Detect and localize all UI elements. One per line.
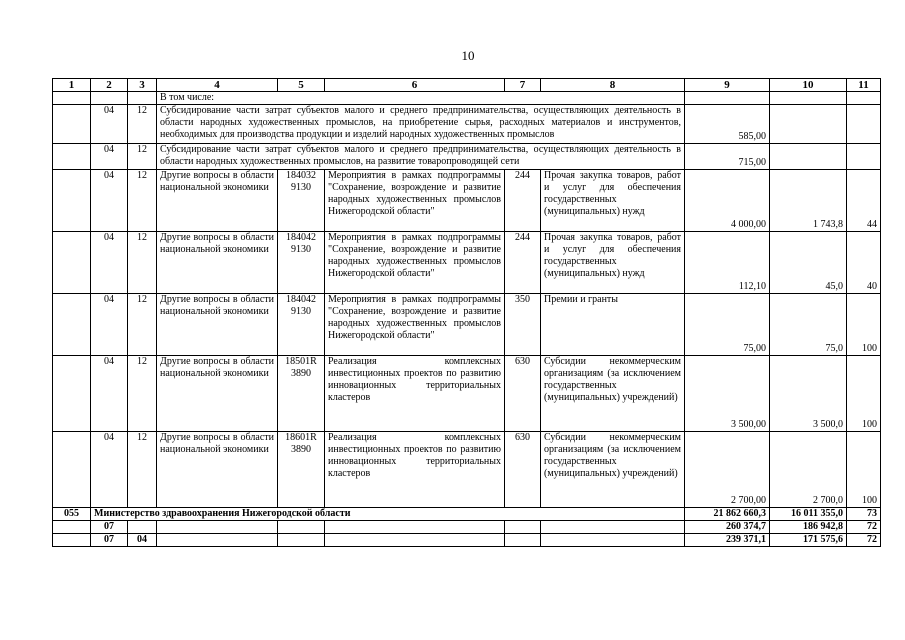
header-cell: 4	[157, 79, 278, 92]
cell-target-name: Мероприятия в рамках подпрограммы "Сохранение, возрождение и развитие народных художественных промыслов Нижегородской области"	[325, 232, 505, 294]
table-row	[53, 232, 881, 294]
cell-actual: 16 011 355,0	[770, 508, 847, 521]
cell-percent: 100	[847, 356, 881, 432]
header-row	[53, 79, 881, 92]
cell-percent: 44	[847, 170, 881, 232]
cell-expense-code: 244	[505, 232, 541, 294]
header-cell: 11	[847, 79, 881, 92]
cell-actual: 75,0	[770, 294, 847, 356]
cell-expense-name: Прочая закупка товаров, работ и услуг для обеспечения государственных (муниципальных) нужд	[541, 232, 685, 294]
cell-section: 04	[91, 232, 128, 294]
header-cell: 3	[128, 79, 157, 92]
cell-section: 04	[91, 144, 128, 170]
cell-subsection-name: Другие вопросы в области национальной экономики	[157, 232, 278, 294]
header-cell: 8	[541, 79, 685, 92]
subsidy-description: Субсидирование части затрат субъектов малого и среднего предпринимательства, осуществляющих деятельность в области народных художественных промыслов, на развитие товаропроводящей сети	[157, 144, 685, 170]
cell-ministry-code: 055	[53, 508, 91, 521]
cell-plan: 4 000,00	[685, 170, 770, 232]
cell-subsection-name: Другие вопросы в области национальной экономики	[157, 356, 278, 432]
ministry-name: Министерство здравоохранения Нижегородской области	[91, 508, 685, 521]
cell-actual: 171 575,6	[770, 534, 847, 547]
intro-row	[53, 92, 881, 105]
cell-plan: 239 371,1	[685, 534, 770, 547]
cell-percent: 73	[847, 508, 881, 521]
cell-subsection: 12	[128, 170, 157, 232]
table-row	[53, 356, 881, 432]
header-cell: 6	[325, 79, 505, 92]
subsection-row	[53, 534, 881, 547]
cell-subsection: 12	[128, 356, 157, 432]
cell-plan: 2 700,00	[685, 432, 770, 508]
cell-subsection-name: Другие вопросы в области национальной экономики	[157, 170, 278, 232]
cell-expense-name: Премии и гранты	[541, 294, 685, 356]
budget-table	[52, 78, 881, 547]
intro-label: В том числе:	[157, 92, 685, 105]
cell-target-code: 18501R 3890	[278, 356, 325, 432]
cell-target-code: 184032 9130	[278, 170, 325, 232]
cell-expense-code: 630	[505, 356, 541, 432]
cell-expense-code: 630	[505, 432, 541, 508]
table-row	[53, 432, 881, 508]
header-cell: 7	[505, 79, 541, 92]
cell-subsection: 04	[128, 534, 157, 547]
cell-subsection: 12	[128, 144, 157, 170]
header-cell: 5	[278, 79, 325, 92]
cell-section: 07	[91, 521, 128, 534]
ministry-row	[53, 508, 881, 521]
cell-expense-code: 244	[505, 170, 541, 232]
cell-subsection: 12	[128, 294, 157, 356]
cell-target-name: Реализация комплексных инвестиционных проектов по развитию инновационных территориальных кластеров	[325, 356, 505, 432]
cell-expense-name: Субсидии некоммерческим организациям (за исключением государственных (муниципальных) учреждений)	[541, 356, 685, 432]
cell-subsection-name: Другие вопросы в области национальной экономики	[157, 294, 278, 356]
cell-subsection: 12	[128, 105, 157, 144]
cell-section: 04	[91, 170, 128, 232]
header-cell: 10	[770, 79, 847, 92]
cell-actual: 186 942,8	[770, 521, 847, 534]
header-cell: 9	[685, 79, 770, 92]
cell-subsection-name: Другие вопросы в области национальной экономики	[157, 432, 278, 508]
cell-actual: 3 500,0	[770, 356, 847, 432]
cell-target-code: 184042 9130	[278, 294, 325, 356]
cell-target-code: 184042 9130	[278, 232, 325, 294]
cell-plan: 260 374,7	[685, 521, 770, 534]
cell-plan: 21 862 660,3	[685, 508, 770, 521]
cell-section: 04	[91, 294, 128, 356]
subsidy-row	[53, 105, 881, 144]
table-row	[53, 294, 881, 356]
cell-expense-code: 350	[505, 294, 541, 356]
cell-target-code: 18601R 3890	[278, 432, 325, 508]
cell-plan: 3 500,00	[685, 356, 770, 432]
cell-plan: 112,10	[685, 232, 770, 294]
cell-section: 04	[91, 105, 128, 144]
subsidy-description: Субсидирование части затрат субъектов малого и среднего предпринимательства, осуществляющих деятельность в области народных художественных промыслов, на приобретение сырья, расходных материалов и инструментов, необходимых для производства продукции и изделий народных художественных промыслов	[157, 105, 685, 144]
cell-percent: 100	[847, 294, 881, 356]
cell-percent: 72	[847, 534, 881, 547]
cell-plan: 75,00	[685, 294, 770, 356]
section-row	[53, 521, 881, 534]
header-cell: 1	[53, 79, 91, 92]
cell-percent: 40	[847, 232, 881, 294]
cell-subsection: 12	[128, 432, 157, 508]
cell-target-name: Реализация комплексных инвестиционных проектов по развитию инновационных территориальных кластеров	[325, 432, 505, 508]
cell-percent: 100	[847, 432, 881, 508]
cell-actual: 2 700,0	[770, 432, 847, 508]
cell-actual: 45,0	[770, 232, 847, 294]
cell-target-name: Мероприятия в рамках подпрограммы "Сохранение, возрождение и развитие народных художественных промыслов Нижегородской области"	[325, 294, 505, 356]
cell-subsection: 12	[128, 232, 157, 294]
cell-section: 04	[91, 432, 128, 508]
cell-section: 04	[91, 356, 128, 432]
cell-target-name: Мероприятия в рамках подпрограммы "Сохранение, возрождение и развитие народных художественных промыслов Нижегородской области"	[325, 170, 505, 232]
cell-expense-name: Прочая закупка товаров, работ и услуг для обеспечения государственных (муниципальных) нужд	[541, 170, 685, 232]
cell-section: 07	[91, 534, 128, 547]
subsidy-row	[53, 144, 881, 170]
cell-percent: 72	[847, 521, 881, 534]
table-row	[53, 170, 881, 232]
cell-actual: 1 743,8	[770, 170, 847, 232]
page-number: 10	[461, 48, 475, 63]
cell-expense-name: Субсидии некоммерческим организациям (за исключением государственных (муниципальных) учреждений)	[541, 432, 685, 508]
cell-plan: 585,00	[685, 105, 770, 144]
header-cell: 2	[91, 79, 128, 92]
cell-plan: 715,00	[685, 144, 770, 170]
